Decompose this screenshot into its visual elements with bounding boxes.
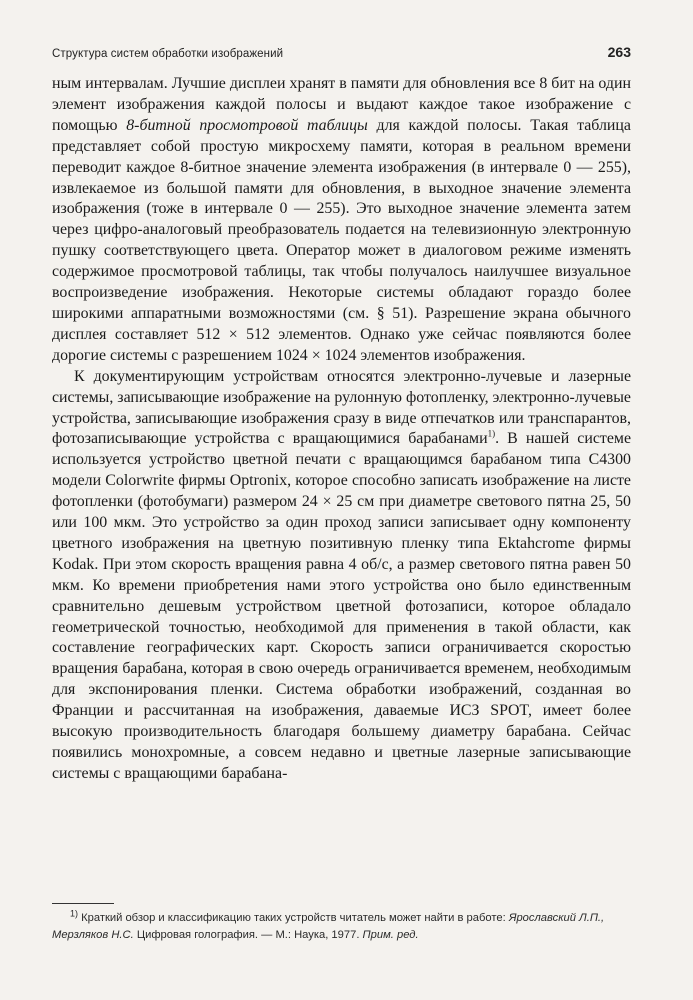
footnote-text-a: Краткий обзор и классификацию таких устройств читатель может найти в работе: <box>78 912 509 924</box>
footnote-editor-note: Прим. ред. <box>362 929 419 941</box>
page-header <box>52 44 631 64</box>
page-number: 263 <box>607 44 631 60</box>
footnote-reference[interactable]: 1) <box>487 429 496 440</box>
paragraph-1 <box>52 74 631 367</box>
footnote-mark: 1) <box>70 908 79 919</box>
paragraph-2 <box>52 367 631 785</box>
footnote <box>52 910 631 944</box>
paragraph-2-text-b: . В нашей системе используется устройство цветной печати с вращающимся барабаном типа С4300 модели Colorwrite фирмы Optronix, которое способно записать изображение на листе фотопленки (фотобумаги) размером 24 × 25 см при диаметре светового пятна 25, 50 или 100 мкм. Это устройство за один проход записи записывает одну компоненту цветного изображения на цветную позитивную пленку типа Ektahcrome фирмы Kodak. При этом скорость вращения равна 4 об/с, а размер светового пятна равен 50 мкм. Ко времени приобретения нами этого устройства оно было единственным сравнительно дешевым устройством цветной фотозаписи, которое обладало геометрической точностью, необходимой для применения в такой области, как составление географических карт. Скорость записи ограничивается скоростью вращения барабана, которая в свою очередь ограничивается временем, необходимым для экспонирования пленки. Система обработки изображений, созданная во Франции и рассчитанная на изображения, даваемые ИСЗ SPOT, имеет более высокую производительность благодаря большему диаметру барабана. Сейчас появились монохромные, а совсем недавно и цветные лазерные записывающие системы с вращающими барабана- <box>52 430 631 782</box>
footnote-divider <box>52 903 114 904</box>
body-text <box>52 74 631 785</box>
paragraph-1-text-b: для каждой полосы. Такая таблица представляет собой простую микросхему памяти, которая в реальном времени переводит каждое 8-битное значение элемента изображения (в интервале 0 — 255), извлекаемое из большой памяти для обновления, в выходное значение элемента изображения (тоже в интервале 0 — 255). Это выходное значение элемента затем через цифро-аналоговый преобразователь подается на телевизионную электронную пушку соответствующего цвета. Оператор может в диалоговом режиме изменять содержимое просмотровой таблицы, так чтобы получалось наилучшее визуальное воспроизведение изображения. Некоторые системы обладают гораздо более широкими аппаратными возможностями (см. § 51). Разрешение экрана обычного дисплея составляет 512 × 512 элементов. Однако уже сейчас появляются более дорогие системы с разрешением 1024 × 1024 элементов изображения. <box>52 116 631 364</box>
paragraph-1-text-a: ным интервалам. Лучшие дисплеи хранят в памяти для обновления все 8 бит на один элемент изображения каждой полосы и выдают каждое такое изображение с помощью <box>52 75 631 134</box>
paragraph-2-text-a: К документирующим устройствам относятся электронно-лучевые и лазерные системы, записывающие изображение на рулонную фотопленку, электронно-лучевые устройства, записывающие изображения сразу в виде отпечатков или транспарантов, фотозаписывающие устройства с вращающимися барабанами <box>52 367 631 448</box>
term-lookup-table: 8-битной просмотровой таблицы <box>126 116 368 134</box>
footnote-text-b: Цифровая голография. — М.: Наука, 1977. <box>133 929 363 941</box>
footnote-authors: Ярославский Л.П., Мерзляков Н.С. <box>52 912 605 941</box>
running-head: Структура систем обработки изображений <box>52 48 284 60</box>
